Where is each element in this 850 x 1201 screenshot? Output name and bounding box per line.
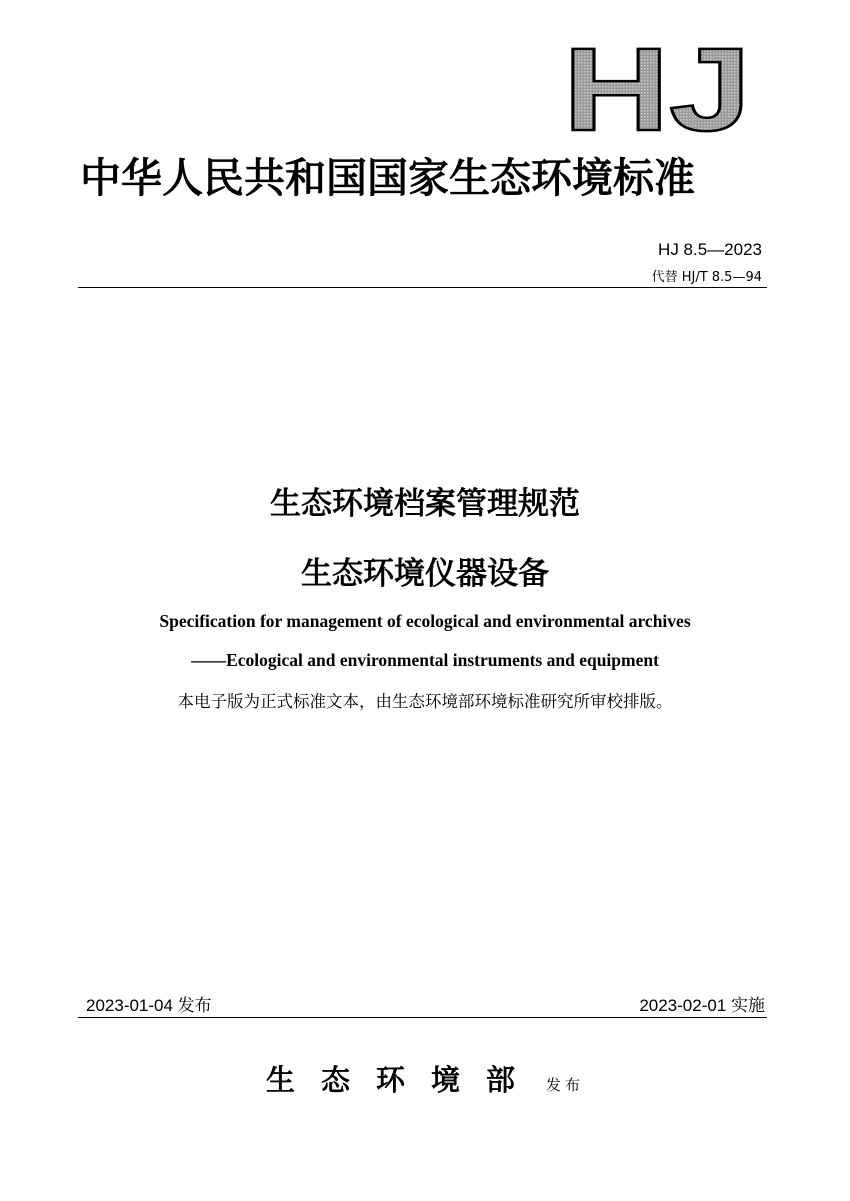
replaced-standard: 代替 HJ/T 8.5—94 — [651, 270, 762, 285]
title-cn-line2: 生态环境仪器设备 — [301, 556, 549, 592]
title-en-line2: ——Ecological and environmental instruments and equipment — [191, 650, 659, 670]
publisher-line — [0, 1058, 850, 1099]
footer-divider — [78, 1017, 767, 1018]
publisher-name: 生态环境部 — [265, 1063, 541, 1097]
title-cn-line1: 生态环境档案管理规范 — [270, 486, 580, 522]
publisher-action: 发布 — [546, 1076, 585, 1094]
issue-date: 2023-01-04 发布 — [86, 996, 212, 1015]
electronic-edition-note: 本电子版为正式标准文本，由生态环境部环境标准研究所审校排版。 — [177, 692, 673, 711]
hj-logo-text: HJ — [563, 38, 751, 136]
standard-number: HJ 8.5—2023 — [658, 240, 762, 259]
standard-body-title: 中华人民共和国国家生态环境标准 — [80, 154, 695, 202]
header-divider — [78, 287, 767, 288]
title-en-line1: Specification for management of ecological and environmental archives — [159, 611, 691, 631]
effective-date: 2023-02-01 实施 — [639, 996, 765, 1015]
hj-logo — [563, 38, 751, 136]
